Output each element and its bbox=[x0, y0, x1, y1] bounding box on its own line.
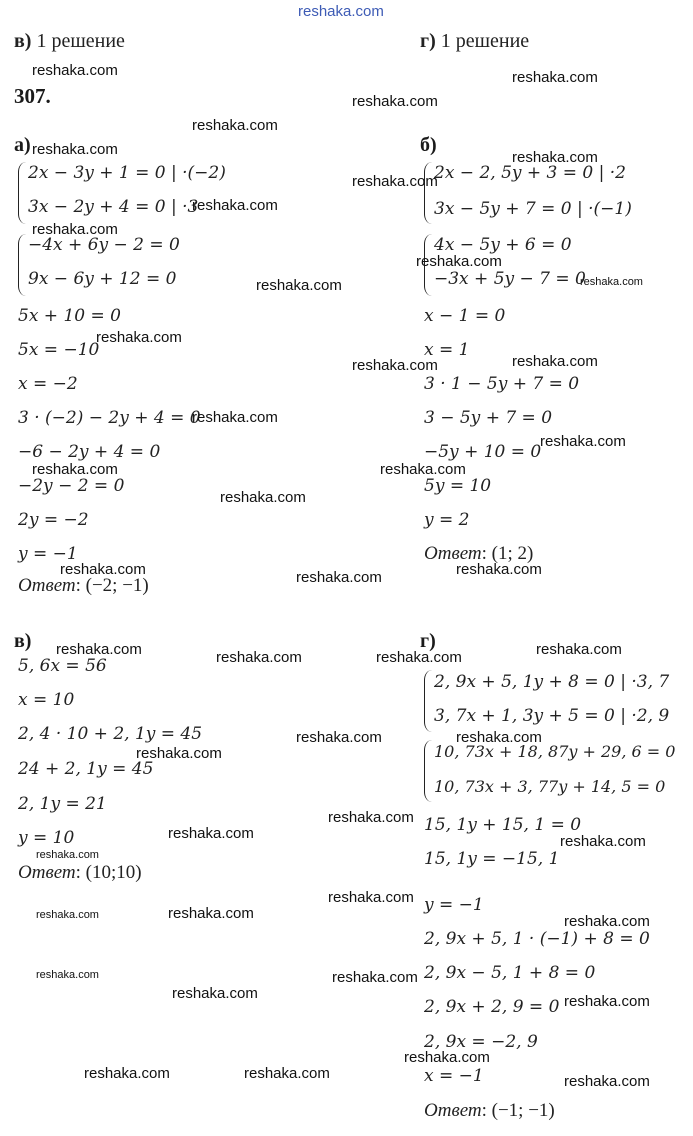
watermark: reshaka.com bbox=[60, 561, 146, 578]
system-brace bbox=[424, 670, 432, 732]
part-b-label: б) bbox=[420, 134, 437, 156]
part-g-step: y = −1 bbox=[424, 895, 484, 915]
watermark: reshaka.com bbox=[352, 173, 438, 190]
part-a-label: а) bbox=[14, 134, 31, 156]
watermark: reshaka.com bbox=[512, 353, 598, 370]
watermark: reshaka.com bbox=[32, 461, 118, 478]
system-brace bbox=[424, 162, 432, 224]
part-g-step: 15, 1y + 15, 1 = 0 bbox=[424, 815, 582, 835]
watermark: reshaka.com bbox=[56, 641, 142, 658]
part-b-step: y = 2 bbox=[424, 510, 470, 530]
part-b-system1-eq1: 2x − 2, 5y + 3 = 0 | ·2 bbox=[434, 163, 626, 183]
watermark: reshaka.com bbox=[376, 649, 462, 666]
watermark: reshaka.com bbox=[220, 489, 306, 506]
part-g-step: 15, 1y = −15, 1 bbox=[424, 849, 560, 869]
part-b-system2-eq1: 4x − 5y + 6 = 0 bbox=[434, 235, 572, 255]
part-a-step: 2y = −2 bbox=[18, 510, 89, 530]
watermark: reshaka.com bbox=[564, 993, 650, 1010]
part-a-step: −2y − 2 = 0 bbox=[18, 476, 125, 496]
answer-value: : (1; 2) bbox=[481, 543, 534, 564]
part-v-label: в) bbox=[14, 630, 32, 652]
part-a-system1-eq2: 3x − 2y + 4 = 0 | ·3 bbox=[28, 197, 199, 217]
part-g-answer bbox=[424, 1100, 555, 1122]
answer-word: Ответ bbox=[424, 1100, 482, 1121]
part-g-system1-eq1: 2, 9x + 5, 1y + 8 = 0 | ·3, 7 bbox=[434, 672, 670, 692]
header-right-text: 1 решение bbox=[440, 30, 530, 52]
part-b-step: 5y = 10 bbox=[424, 476, 492, 496]
answer-word: Ответ bbox=[18, 575, 76, 596]
part-a-system2-eq1: −4x + 6y − 2 = 0 bbox=[28, 235, 180, 255]
header-right-letter: г) bbox=[420, 30, 436, 52]
part-b-step: x − 1 = 0 bbox=[424, 306, 506, 326]
part-b-step: 3 · 1 − 5y + 7 = 0 bbox=[424, 374, 580, 394]
part-b-step: 3 − 5y + 7 = 0 bbox=[424, 408, 553, 428]
part-v-step: y = 10 bbox=[18, 828, 75, 848]
part-a-system1-eq1: 2x − 3y + 1 = 0 | ·(−2) bbox=[28, 163, 226, 183]
part-v-answer bbox=[18, 862, 142, 884]
watermark: reshaka.com bbox=[352, 93, 438, 110]
header-right bbox=[420, 30, 529, 53]
answer-word: Ответ bbox=[18, 862, 76, 883]
system-brace bbox=[18, 234, 26, 296]
watermark: reshaka.com bbox=[332, 969, 418, 986]
watermark: reshaka.com bbox=[352, 357, 438, 374]
part-v-step: x = 10 bbox=[18, 690, 75, 710]
answer-word: Ответ bbox=[424, 543, 482, 564]
header-left bbox=[14, 30, 125, 53]
watermark: reshaka.com bbox=[456, 561, 542, 578]
watermark: reshaka.com bbox=[32, 141, 118, 158]
part-b-step: x = 1 bbox=[424, 340, 470, 360]
part-a-step: y = −1 bbox=[18, 544, 78, 564]
watermark: reshaka.com bbox=[256, 277, 342, 294]
part-v-step: 5, 6x = 56 bbox=[18, 656, 107, 676]
part-g-step: 2, 9x − 5, 1 + 8 = 0 bbox=[424, 963, 596, 983]
watermark: reshaka.com bbox=[328, 809, 414, 826]
part-a-step: 5x + 10 = 0 bbox=[18, 306, 121, 326]
watermark: reshaka.com bbox=[32, 62, 118, 79]
part-a-step: 5x = −10 bbox=[18, 340, 100, 360]
part-v-step: 2, 1y = 21 bbox=[18, 794, 107, 814]
watermark: reshaka.com bbox=[168, 825, 254, 842]
watermark: reshaka.com bbox=[540, 433, 626, 450]
watermark: reshaka.com bbox=[96, 329, 182, 346]
watermark: reshaka.com bbox=[380, 461, 466, 478]
part-b-system2-eq2: −3x + 5y − 7 = 0 bbox=[434, 269, 586, 289]
watermark: reshaka.com bbox=[564, 913, 650, 930]
watermark: reshaka.com bbox=[172, 985, 258, 1002]
part-g-label: г) bbox=[420, 630, 436, 652]
watermark: reshaka.com bbox=[136, 745, 222, 762]
watermark: reshaka.com bbox=[512, 149, 598, 166]
watermark: reshaka.com bbox=[216, 649, 302, 666]
part-g-system2-eq2: 10, 73x + 3, 77y + 14, 5 = 0 bbox=[434, 777, 666, 796]
part-v-step: 24 + 2, 1y = 45 bbox=[18, 759, 154, 779]
answer-value: : (10;10) bbox=[75, 862, 142, 883]
system-brace bbox=[18, 162, 26, 224]
part-a-step: −6 − 2y + 4 = 0 bbox=[18, 442, 161, 462]
watermark: reshaka.com bbox=[192, 197, 278, 214]
part-v-step: 2, 4 · 10 + 2, 1y = 45 bbox=[18, 724, 203, 744]
header-left-text: 1 решение bbox=[36, 30, 125, 52]
watermark: reshaka.com bbox=[296, 569, 382, 586]
watermark: reshaka.com bbox=[536, 641, 622, 658]
watermark: reshaka.com bbox=[512, 69, 598, 86]
watermark: reshaka.com bbox=[84, 1065, 170, 1082]
watermark: reshaka.com bbox=[32, 221, 118, 238]
part-g-step: 2, 9x + 5, 1 · (−1) + 8 = 0 bbox=[424, 929, 650, 949]
answer-value: : (−2; −1) bbox=[75, 575, 149, 596]
watermark: reshaka.com bbox=[244, 1065, 330, 1082]
part-a-system2-eq2: 9x − 6y + 12 = 0 bbox=[28, 269, 177, 289]
watermark: reshaka.com bbox=[168, 905, 254, 922]
answer-value: : (−1; −1) bbox=[481, 1100, 555, 1121]
watermark: reshaka.com bbox=[192, 117, 278, 134]
watermark: reshaka.com bbox=[36, 969, 99, 981]
problem-number: 307. bbox=[14, 84, 51, 108]
watermark: reshaka.com bbox=[416, 253, 502, 270]
part-g-step: x = −1 bbox=[424, 1066, 484, 1086]
part-g-step: 2, 9x = −2, 9 bbox=[424, 1032, 538, 1052]
part-g-step: 2, 9x + 2, 9 = 0 bbox=[424, 997, 560, 1017]
part-a-step: x = −2 bbox=[18, 374, 78, 394]
watermark: reshaka.com bbox=[328, 889, 414, 906]
part-a-answer bbox=[18, 575, 149, 597]
part-a-step: 3 · (−2) − 2y + 4 = 0 bbox=[18, 408, 201, 428]
part-b-step: −5y + 10 = 0 bbox=[424, 442, 542, 462]
watermark: reshaka.com bbox=[564, 1073, 650, 1090]
watermark: reshaka.com bbox=[560, 833, 646, 850]
watermark: reshaka.com bbox=[36, 909, 99, 921]
watermark: reshaka.com bbox=[192, 409, 278, 426]
watermark: reshaka.com bbox=[404, 1049, 490, 1066]
watermark: reshaka.com bbox=[36, 849, 99, 861]
part-g-system1-eq2: 3, 7x + 1, 3y + 5 = 0 | ·2, 9 bbox=[434, 706, 670, 726]
watermark: reshaka.com bbox=[580, 276, 643, 288]
watermark: reshaka.com bbox=[296, 729, 382, 746]
system-brace bbox=[424, 740, 432, 802]
part-b-system1-eq2: 3x − 5y + 7 = 0 | ·(−1) bbox=[434, 199, 632, 219]
watermark: reshaka.com bbox=[298, 3, 384, 20]
part-g-system2-eq1: 10, 73x + 18, 87y + 29, 6 = 0 bbox=[434, 742, 676, 761]
header-left-letter: в) bbox=[14, 30, 32, 52]
watermark: reshaka.com bbox=[456, 729, 542, 746]
